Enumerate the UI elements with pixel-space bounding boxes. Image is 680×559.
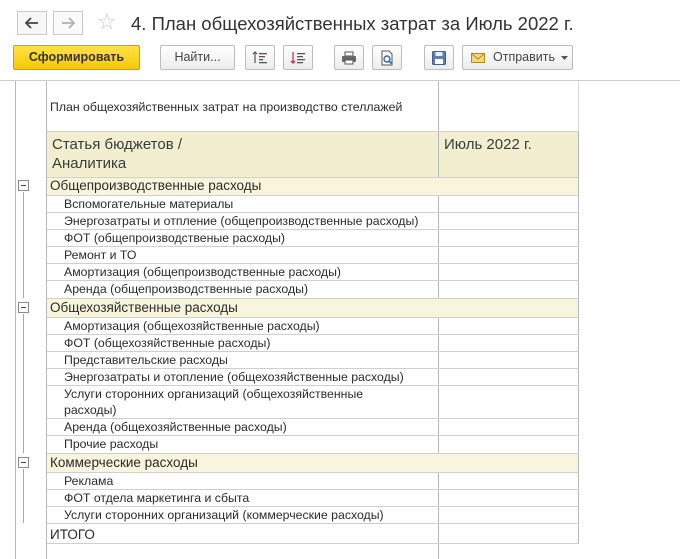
collapse-toggle-icon[interactable]: [18, 457, 29, 468]
print-preview-icon: [379, 50, 395, 66]
list-item: Прочие расходы: [64, 437, 159, 451]
save-icon: [432, 50, 447, 65]
grid-line: [578, 131, 579, 543]
envelope-icon: [471, 53, 485, 63]
send-button[interactable]: [462, 45, 573, 70]
list-item: Аренда (общепроизводственные расходы): [64, 282, 309, 296]
column-header-item: [47, 131, 438, 177]
row-divider: [47, 246, 579, 247]
grid-line: [578, 81, 579, 131]
group-name: Общепроизводственные расходы: [50, 178, 262, 193]
row-divider: [47, 280, 579, 281]
row-divider: [47, 263, 579, 264]
row-divider: [47, 177, 579, 178]
row-divider: [47, 523, 579, 524]
collapse-toggle-icon[interactable]: [18, 180, 29, 191]
collapse-toggle-icon[interactable]: [18, 302, 29, 313]
generate-button[interactable]: Сформировать: [13, 45, 140, 70]
list-item: ФОТ (общепроизводственые расходы): [64, 231, 286, 245]
row-divider: [47, 131, 579, 132]
save-button[interactable]: [424, 45, 454, 70]
forward-button[interactable]: [53, 11, 83, 35]
grid-line: [15, 81, 16, 559]
list-item: Ремонт и ТО: [64, 248, 137, 262]
list-item: Амортизация (общехозяйственные расходы): [64, 319, 320, 333]
row-divider: [47, 368, 579, 369]
row-divider: [47, 418, 579, 419]
star-icon[interactable]: ☆: [97, 9, 117, 34]
list-item: Услуги сторонних организаций (общехозяйственные: [64, 387, 364, 401]
list-item: Аренда (общехозяйственные расходы): [64, 420, 287, 434]
list-item: Реклама: [64, 474, 114, 488]
row-divider: [47, 489, 579, 490]
send-button-label: Отправить: [493, 50, 555, 64]
group-name: Общехозяйственные расходы: [50, 300, 238, 315]
total-label: ИТОГО: [50, 527, 95, 542]
sort-asc-icon: [252, 51, 268, 65]
column-header-period-label: Июль 2022 г.: [444, 136, 532, 153]
row-divider: [47, 317, 579, 318]
row-divider: [47, 435, 579, 436]
list-item: Энергозатраты и отопление (общехозяйственные расходы): [64, 370, 404, 384]
list-item: Представительские расходы: [64, 353, 228, 367]
tree-line: [23, 469, 24, 523]
print-preview-button[interactable]: [372, 45, 402, 70]
arrow-left-icon: [25, 17, 39, 29]
find-button[interactable]: Найти...: [160, 45, 235, 70]
row-divider: [47, 195, 579, 196]
window-title: 4. План общехозяйственных затрат за Июль 2022 г.: [131, 13, 574, 34]
sort-desc-icon: [290, 51, 306, 65]
list-item: Энергозатраты и отпление (общепроизводственные расходы): [64, 214, 419, 228]
row-divider: [47, 385, 579, 386]
row-divider: [47, 351, 579, 352]
list-item: расходы): [64, 403, 117, 417]
arrow-right-icon: [61, 17, 75, 29]
sort-desc-button[interactable]: [283, 45, 313, 70]
tree-line: [23, 314, 24, 453]
column-header-item-line1: Статья бюджетов /: [52, 136, 183, 153]
group-name: Коммерческие расходы: [50, 455, 198, 470]
row-divider: [47, 506, 579, 507]
back-button[interactable]: [17, 11, 47, 35]
tree-line: [23, 192, 24, 298]
row-divider: [47, 212, 579, 213]
report-caption: План общехозяйственных затрат на производство стеллажей: [50, 100, 403, 114]
dropdown-arrow-icon: [561, 56, 568, 60]
row-divider: [47, 453, 579, 454]
print-button[interactable]: [334, 45, 364, 70]
row-divider: [47, 334, 579, 335]
row-divider: [47, 298, 579, 299]
row-divider: [47, 229, 579, 230]
column-header-period: [439, 131, 578, 177]
row-divider: [47, 472, 579, 473]
list-item: Вспомогательные материалы: [64, 197, 234, 211]
list-item: Услуги сторонних организаций (коммерческие расходы): [64, 508, 384, 522]
sort-asc-button[interactable]: [245, 45, 275, 70]
list-item: Амортизация (общепроизводственные расходы): [64, 265, 342, 279]
column-header-item-line2: Аналитика: [52, 155, 127, 172]
print-icon: [341, 51, 357, 65]
list-item: ФОТ (общехозяйственные расходы): [64, 336, 271, 350]
row-divider: [47, 543, 579, 544]
list-item: ФОТ отдела маркетинга и сбыта: [64, 491, 250, 505]
